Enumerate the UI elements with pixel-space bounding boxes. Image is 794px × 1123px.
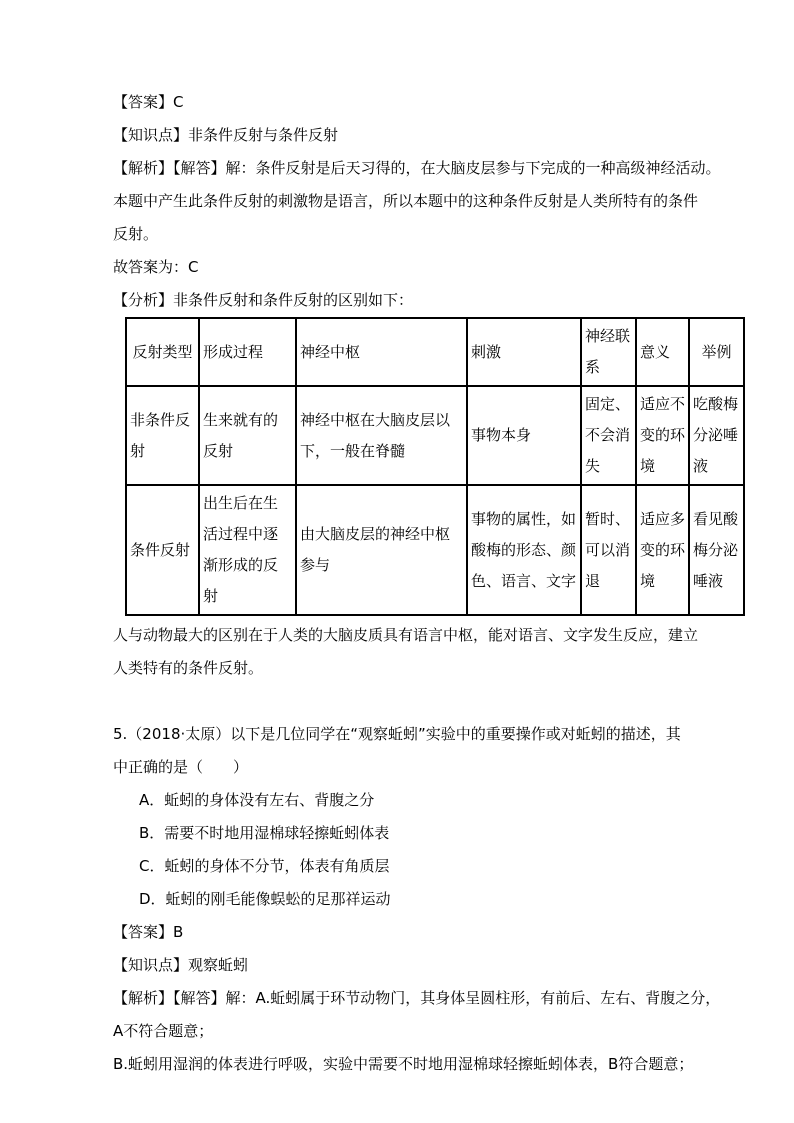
- question-5-stem-line: 中正确的是（ ）: [113, 758, 249, 776]
- table-cell: 非条件反射: [126, 386, 199, 485]
- header-cell-example: 举例: [689, 318, 744, 386]
- answer-line: 【答案】C: [113, 93, 184, 111]
- table-cell: 适应不变的环境: [636, 386, 689, 485]
- header-cell-significance: 意义: [636, 318, 689, 386]
- analysis-line: 【分析】非条件反射和条件反射的区别如下：: [113, 291, 414, 309]
- explanation-line: 【解析】【解答】解：条件反射是后天习得的，在大脑皮层参与下完成的一种高级神经活动。: [113, 159, 721, 177]
- answer-line: 【答案】B: [113, 923, 184, 941]
- option-b: B．需要不时地用湿棉球轻擦蚯蚓体表: [139, 824, 390, 842]
- blank-line: [113, 685, 704, 718]
- reflex-comparison-table: [125, 317, 745, 616]
- question-5-stem-line: 5.（2018·太原）以下是几位同学在“观察蚯蚓”实验中的重要操作或对蚯蚓的描述，其: [113, 725, 681, 743]
- explanation-line: B.蚯蚓用湿润的体表进行呼吸，实验中需要不时地用湿棉球轻擦蚯蚓体表，B符合题意；: [113, 1055, 694, 1073]
- table-cell: 暂时、可以消退: [581, 485, 636, 615]
- table-cell: 固定、不会消失: [581, 386, 636, 485]
- table-cell: 条件反射: [126, 485, 199, 615]
- header-cell-formation: 形成过程: [199, 318, 296, 386]
- q5-answer-block: [113, 916, 721, 1081]
- question-5-options: [113, 784, 704, 916]
- knowledge-point-line: 【知识点】非条件反射与条件反射: [113, 126, 339, 144]
- analysis-continuation-line: 人类特有的条件反射。: [113, 659, 264, 677]
- explanation-line: 本题中产生此条件反射的刺激物是语言，所以本题中的这种条件反射是人类所特有的条件: [113, 192, 699, 210]
- table-cell: 出生后在生活过程中逐渐形成的反射: [199, 485, 296, 615]
- conclusion-line: 故答案为：C: [113, 258, 199, 276]
- option-a: A．蚯蚓的身体没有左右、背腹之分: [139, 791, 375, 809]
- table-cell: 神经中枢在大脑皮层以下，一般在脊髓: [296, 386, 467, 485]
- table-cell: 事物的属性，如酸梅的形态、颜色、语言、文字: [467, 485, 581, 615]
- analysis-continuation-line: 人与动物最大的区别在于人类的大脑皮质具有语言中枢，能对语言、文字发生反应，建立: [113, 626, 699, 644]
- after-table-block: [113, 619, 704, 685]
- table-cell: 由大脑皮层的神经中枢参与: [296, 485, 467, 615]
- header-cell-reflex-type: 反射类型: [126, 318, 199, 386]
- q4-answer-block: [113, 86, 721, 317]
- option-c: C．蚯蚓的身体不分节，体表有角质层: [139, 857, 390, 875]
- explanation-line: A不符合题意；: [113, 1022, 214, 1040]
- header-cell-nerve-connection: 神经联系: [581, 318, 636, 386]
- knowledge-point-line: 【知识点】观察蚯蚓: [113, 956, 249, 974]
- table-cell: 适应多变的环境: [636, 485, 689, 615]
- header-cell-stimulus: 刺激: [467, 318, 581, 386]
- table-cell: 事物本身: [467, 386, 581, 485]
- table-cell: 看见酸梅分泌唾液: [689, 485, 744, 615]
- explanation-line: 【解析】【解答】解：A.蚯蚓属于环节动物门，其身体呈圆柱形，有前后、左右、背腹之分，: [113, 989, 721, 1007]
- table-cell: 吃酸梅分泌唾液: [689, 386, 744, 485]
- table-row-conditioned-reflex: [126, 485, 744, 615]
- table-header-row: [126, 318, 744, 386]
- question-5-block: [113, 718, 704, 916]
- table-row-unconditioned-reflex: [126, 386, 744, 485]
- table-cell: 生来就有的反射: [199, 386, 296, 485]
- explanation-line: 反射。: [113, 225, 159, 243]
- option-d: D．蚯蚓的刚毛能像蜈蚣的足那祥运动: [139, 890, 391, 908]
- header-cell-nerve-center: 神经中枢: [296, 318, 467, 386]
